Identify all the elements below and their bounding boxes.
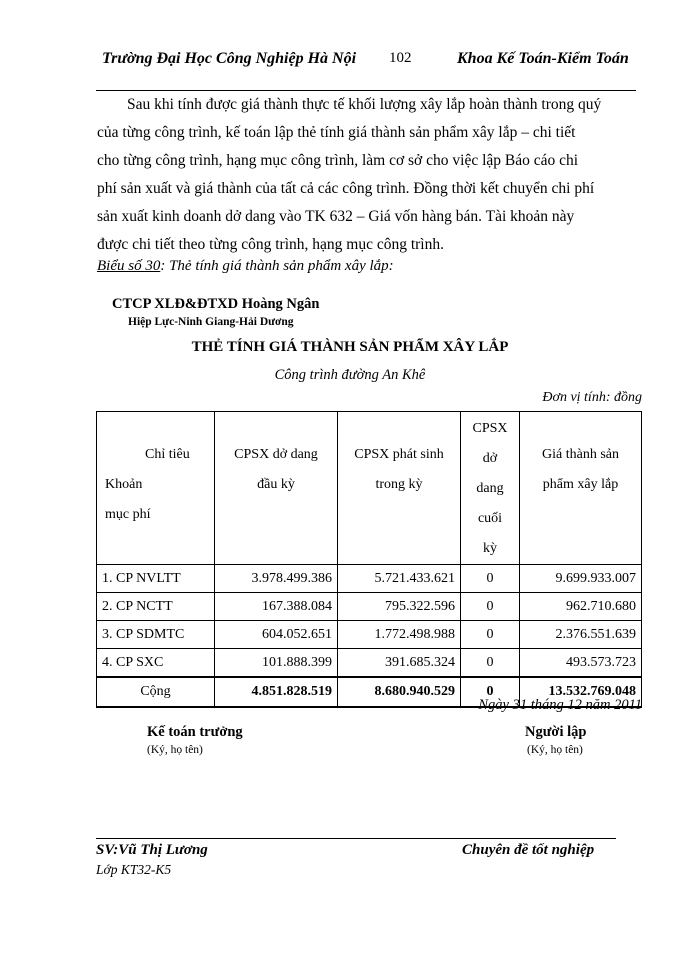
cell-opening: 604.052.651: [215, 621, 338, 649]
total-cost: 13.532.769.048: [520, 677, 642, 707]
currency-unit: Đơn vị tính: đồng: [542, 390, 642, 405]
total-incurred: 8.680.940.529: [338, 677, 461, 707]
header-cell: CPSX dở dang đầu kỳ: [215, 412, 338, 565]
cell-incurred: 1.772.498.988: [338, 621, 461, 649]
cell-incurred: 5.721.433.621: [338, 565, 461, 593]
cell-closing: 0: [461, 565, 520, 593]
paragraph-line: được chi tiết theo từng công trình, hạng mục công trình.: [97, 236, 444, 253]
card-title: THẺ TÍNH GIÁ THÀNH SẢN PHẨM XÂY LẮP: [191, 339, 509, 355]
cell-item: 3. CP SDMTC: [97, 621, 215, 649]
table-row: [97, 593, 642, 621]
paragraph-line: cho từng công trình, hạng mục công trình, làm cơ sở cho việc lập Báo cáo chi: [97, 152, 579, 169]
company-address: Hiệp Lực-Ninh Giang-Hải Dương: [128, 316, 294, 328]
body-paragraph: [97, 91, 635, 259]
cell-closing: 0: [461, 593, 520, 621]
footer-topic: Chuyên đề tốt nghiệp: [462, 842, 595, 858]
caption-text: : Thẻ tính giá thành sản phẩm xây lắp:: [160, 258, 394, 274]
paragraph-line: của từng công trình, kế toán lập thẻ tính giá thành sản phẩm xây lắp – chi tiết: [97, 124, 576, 141]
footer-class: Lớp KT32-K5: [96, 862, 172, 877]
table-row: [97, 649, 642, 678]
signature-left-note: (Ký, họ tên): [147, 744, 203, 756]
table-header-row: [97, 412, 642, 565]
header-cell: Giá thành sản phẩm xây lắp: [520, 412, 642, 565]
table-row: [97, 621, 642, 649]
paragraph-line: sản xuất kinh doanh dở dang vào TK 632 – Giá vốn hàng bán. Tài khoản này: [97, 208, 575, 225]
cell-closing: 0: [461, 621, 520, 649]
signature-right-role: Người lập: [525, 724, 587, 740]
cell-closing: 0: [461, 649, 520, 678]
cell-cost: 962.710.680: [520, 593, 642, 621]
cost-table: [96, 411, 642, 708]
paragraph-line: phí sản xuất và giá thành của tất cả các công trình. Đồng thời kết chuyển chi phí: [97, 180, 595, 197]
total-opening: 4.851.828.519: [215, 677, 338, 707]
signature-left-role: Kế toán trưởng: [147, 724, 243, 740]
total-label: Cộng: [97, 677, 215, 707]
cell-cost: 2.376.551.639: [520, 621, 642, 649]
cell-opening: 167.388.084: [215, 593, 338, 621]
company-name: CTCP XLĐ&ĐTXD Hoàng Ngân: [112, 296, 320, 312]
cell-opening: 101.888.399: [215, 649, 338, 678]
page-number: 102: [389, 50, 412, 66]
signature-right-note: (Ký, họ tên): [527, 744, 583, 756]
paragraph-line: Sau khi tính được giá thành thực tế khối lượng xây lắp hoàn thành trong quý: [127, 96, 602, 113]
cell-item: 4. CP SXC: [97, 649, 215, 678]
document-date: Ngày 31 tháng 12 năm 2011: [478, 697, 642, 713]
cell-incurred: 795.322.596: [338, 593, 461, 621]
cell-item: 2. CP NCTT: [97, 593, 215, 621]
header-faculty: Khoa Kế Toán-Kiểm Toán: [457, 50, 629, 67]
header-school: Trường Đại Học Công Nghiệp Hà Nội: [102, 50, 357, 67]
table-row: [97, 565, 642, 593]
caption-label: Biểu số 30: [97, 258, 161, 274]
cell-cost: 9.699.933.007: [520, 565, 642, 593]
header-cell: CPSX dở dang cuối kỳ: [461, 412, 520, 565]
card-subtitle: Công trình đường An Khê: [274, 367, 426, 383]
cell-item: 1. CP NVLTT: [97, 565, 215, 593]
footer-student: SV:Vũ Thị Lương: [96, 842, 208, 858]
cell-incurred: 391.685.324: [338, 649, 461, 678]
cell-opening: 3.978.499.386: [215, 565, 338, 593]
cell-cost: 493.573.723: [520, 649, 642, 678]
total-closing: 0: [461, 677, 520, 707]
figure-caption: [97, 258, 394, 275]
header-cell: Chỉ tiêu Khoản mục phí: [97, 412, 215, 565]
header-cell: CPSX phát sinh trong kỳ: [338, 412, 461, 565]
footer-divider: [96, 838, 616, 839]
